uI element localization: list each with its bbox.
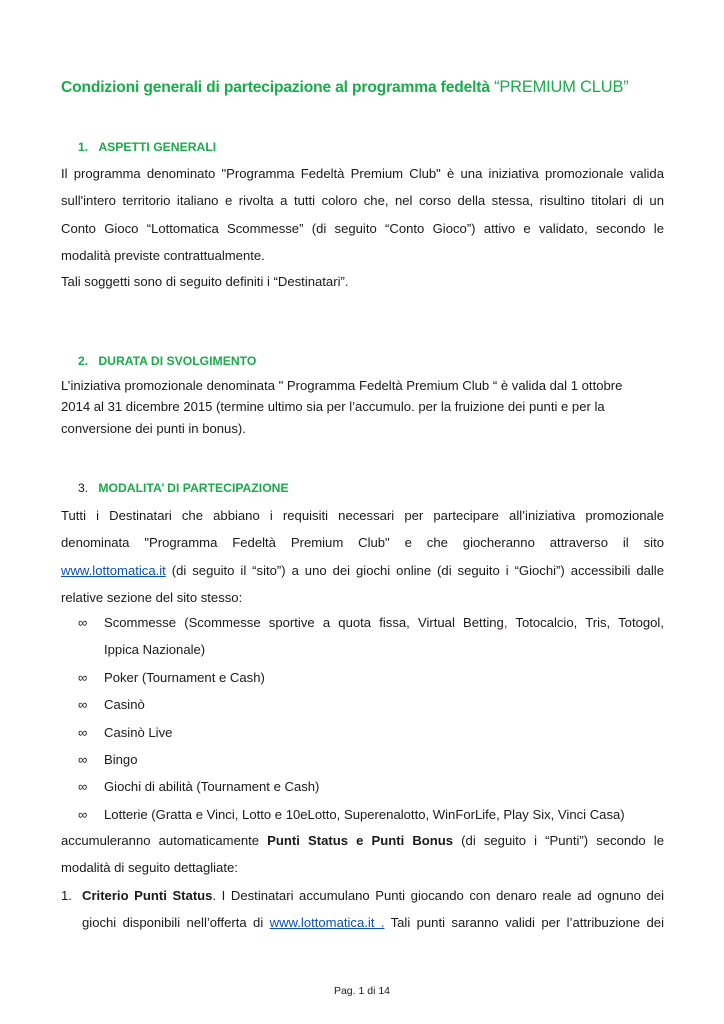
section-1-body bbox=[61, 160, 664, 294]
infinity-bullet-icon: ∞ bbox=[78, 752, 88, 768]
section-2-line: 2014 al 31 dicembre 2015 (termine ultimo sia per l’accumulo. per la fruizione dei punti e per la bbox=[61, 399, 605, 415]
section-2-title: DURATA DI SVOLGIMENTO bbox=[98, 354, 257, 368]
list-item-text: Giochi di abilità (Tournament e Cash) bbox=[104, 779, 320, 795]
list-item bbox=[78, 773, 664, 800]
list-item-comma: , bbox=[503, 615, 508, 630]
section-3-heading bbox=[78, 481, 289, 495]
infinity-bullet-icon: ∞ bbox=[78, 806, 88, 822]
section-3-line: relative sezione del sito stesso: bbox=[61, 590, 243, 606]
list-item bbox=[78, 609, 664, 664]
section-1-line: sull'intero territorio italiano e rivolta a tutti coloro che, nel corso della stessa, risultino titolari di un bbox=[61, 193, 664, 209]
section-1-title: ASPETTI GENERALI bbox=[98, 140, 217, 154]
games-list bbox=[78, 609, 664, 828]
list-item-text: Ippica Nazionale) bbox=[104, 642, 206, 658]
list-item-text: Bingo bbox=[104, 752, 138, 768]
title-main: Condizioni generali di partecipazione al programma fedeltà bbox=[61, 79, 495, 96]
list-item bbox=[78, 801, 664, 828]
section-2-heading bbox=[78, 354, 256, 368]
list-item-text: Casinò Live bbox=[104, 724, 173, 740]
section-3-intro bbox=[61, 502, 664, 612]
infinity-bullet-icon: ∞ bbox=[78, 615, 88, 630]
list-item bbox=[78, 746, 664, 773]
section-1-heading bbox=[78, 140, 216, 154]
section-1-line: modalità previste contrattualmente. bbox=[61, 248, 265, 264]
list-item-text: Poker (Tournament e Cash) bbox=[104, 669, 265, 685]
infinity-bullet-icon: ∞ bbox=[78, 697, 88, 713]
text-part: . I Destinatari accumulano Punti giocando con denaro reale ad ognuno dei bbox=[212, 888, 664, 903]
title-emphasis: “PREMIUM CLUB” bbox=[494, 78, 629, 96]
section-1-number: 1. bbox=[78, 140, 89, 154]
infinity-bullet-icon: ∞ bbox=[78, 669, 88, 685]
section-2-body bbox=[61, 375, 664, 439]
lottomatica-link[interactable]: www.lottomatica.it bbox=[61, 562, 166, 578]
list-item-number: 1. bbox=[61, 888, 72, 903]
text-part: accumuleranno automaticamente bbox=[61, 833, 268, 848]
section-3-title: MODALITA’ DI PARTECIPAZIONE bbox=[98, 481, 289, 495]
section-3-line: Tutti i Destinatari che abbiano i requisiti necessari per partecipare all’iniziativa promozionale bbox=[61, 508, 664, 523]
text-part: (di seguito i “Punti”) secondo le bbox=[453, 833, 664, 848]
section-3-line-rest: (di seguito il “sito”) a uno dei giochi online (di seguito i “Giochi”) accessibili dalle bbox=[165, 562, 664, 578]
infinity-bullet-icon: ∞ bbox=[78, 724, 88, 740]
text-part: giochi disponibili nell’offerta di bbox=[82, 915, 270, 931]
section-3-line: denominata "Programma Fedeltà Premium Club" e che giocheranno attraverso il sito bbox=[61, 535, 664, 551]
list-item bbox=[78, 691, 664, 718]
text-bold: Punti Status e Punti Bonus bbox=[267, 833, 454, 848]
document-title bbox=[61, 78, 681, 97]
list-item-text: Casinò bbox=[104, 697, 145, 713]
section-3-line: modalità di seguito dettagliate: bbox=[61, 860, 238, 876]
criteria-list bbox=[61, 882, 664, 937]
list-item-text bbox=[104, 609, 664, 636]
text-part: Tali punti saranno validi per l’attribuzione dei bbox=[384, 915, 664, 931]
section-1-line: Conto Gioco “Lottomatica Scommesse” (di seguito “Conto Gioco”) attivo e validato, secondo le bbox=[61, 220, 664, 236]
section-3-number: 3. bbox=[78, 481, 89, 495]
page-number: Pag. 1 di 14 bbox=[333, 985, 391, 997]
section-2-line: L’iniziativa promozionale denominata " Programma Fedeltà Premium Club “ è valida dal 1 ottobre bbox=[61, 378, 623, 393]
section-3-line bbox=[61, 827, 664, 854]
section-1-line: Il programma denominato "Programma Fedeltà Premium Club" è una iniziativa promozionale valida bbox=[61, 166, 664, 181]
section-3-after-list bbox=[61, 827, 664, 882]
list-item bbox=[61, 882, 664, 937]
section-1-line: Tali soggetti sono di seguito definiti i “Destinatari”. bbox=[61, 274, 349, 290]
text-bold: Criterio Punti Status bbox=[82, 888, 213, 903]
list-item-text bbox=[82, 909, 664, 936]
section-3-line bbox=[61, 557, 664, 584]
lottomatica-link[interactable]: www.lottomatica.it . bbox=[269, 915, 385, 931]
list-item bbox=[78, 664, 664, 691]
list-item-part: Totocalcio, Tris, Totogol, bbox=[507, 615, 664, 630]
section-2-line: conversione dei punti in bonus). bbox=[61, 420, 246, 436]
section-2-number: 2. bbox=[78, 354, 89, 368]
list-item-text bbox=[82, 882, 664, 909]
list-item-text: Lotterie (Gratta e Vinci, Lotto e 10eLotto, Superenalotto, WinForLife, Play Six, Vinci Casa) bbox=[104, 806, 625, 822]
list-item bbox=[78, 719, 664, 746]
list-item-part: Scommesse (Scommesse sportive a quota fissa, Virtual Betting bbox=[104, 615, 504, 630]
infinity-bullet-icon: ∞ bbox=[78, 779, 88, 795]
